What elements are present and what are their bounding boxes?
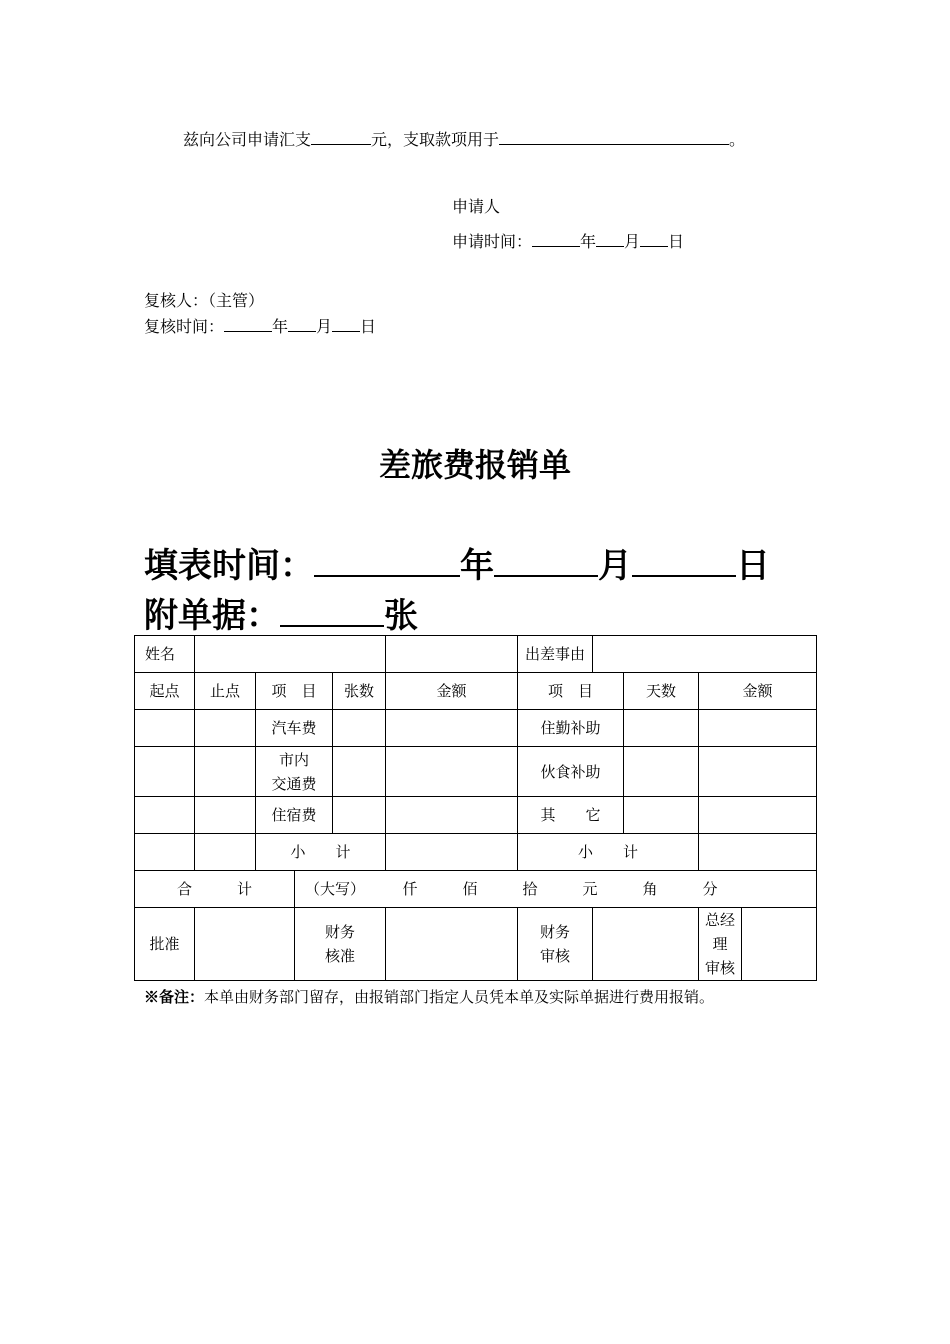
fill-day-label: 日	[736, 546, 770, 586]
start-cell[interactable]	[135, 834, 195, 871]
amount-cell[interactable]	[386, 747, 518, 797]
end-cell[interactable]	[195, 710, 256, 747]
count-cell[interactable]	[333, 797, 386, 834]
header-start: 起点	[135, 673, 195, 710]
review-month-blank[interactable]	[288, 317, 316, 332]
amount-blank[interactable]	[311, 130, 371, 145]
amount-right-cell[interactable]	[699, 747, 817, 797]
header-count: 张数	[333, 673, 386, 710]
statement-prefix: 兹向公司申请汇支	[183, 130, 312, 149]
start-cell[interactable]	[135, 747, 195, 797]
table-row	[135, 747, 817, 797]
table-row	[135, 673, 817, 710]
days-cell[interactable]	[624, 710, 699, 747]
amount-cell[interactable]	[386, 710, 518, 747]
header-amount: 金额	[386, 673, 518, 710]
day-label: 日	[668, 232, 685, 251]
item-accommodation: 住宿费	[256, 797, 333, 834]
header-days: 天数	[624, 673, 699, 710]
finance-check-label: 财务 核准	[295, 908, 386, 981]
fill-time-label: 填表时间：	[144, 546, 314, 586]
total-capital-amount[interactable]: （大写） 仟 佰 拾 元 角 分	[295, 871, 817, 908]
attachments-label: 附单据：	[144, 596, 280, 636]
gm-audit-label: 总经理 审核	[699, 908, 742, 981]
count-cell[interactable]	[333, 710, 386, 747]
attachments-unit: 张	[384, 596, 418, 636]
finance-check-cell[interactable]	[386, 908, 518, 981]
subtotal-left-amount[interactable]	[386, 834, 518, 871]
remark	[144, 986, 714, 1007]
subtotal-right-amount[interactable]	[699, 834, 817, 871]
finance-audit-cell[interactable]	[593, 908, 699, 981]
application-statement	[183, 127, 745, 150]
review-year-blank[interactable]	[224, 317, 272, 332]
item-city-transport: 市内 交通费	[256, 747, 333, 797]
fill-year-blank[interactable]	[314, 545, 460, 577]
subtotal-right-label: 小 计	[518, 834, 699, 871]
day-label: 日	[360, 317, 377, 336]
item-other: 其 它	[518, 797, 624, 834]
apply-day-blank[interactable]	[640, 232, 668, 247]
reason-label: 出差事由	[518, 636, 593, 673]
header-end: 止点	[195, 673, 256, 710]
table-row	[135, 834, 817, 871]
statement-mid: 元，支取款项用于	[371, 130, 500, 149]
total-label: 合 计	[135, 871, 295, 908]
table-row	[135, 636, 817, 673]
table-row	[135, 710, 817, 747]
approve-cell[interactable]	[195, 908, 295, 981]
attachments-row	[144, 588, 418, 637]
table-row	[135, 871, 817, 908]
amount-cell[interactable]	[386, 797, 518, 834]
days-cell[interactable]	[624, 747, 699, 797]
count-cell[interactable]	[333, 747, 386, 797]
reason-label-spacer[interactable]	[386, 636, 518, 673]
days-cell[interactable]	[624, 797, 699, 834]
fill-month-blank[interactable]	[494, 545, 598, 577]
reason-cell[interactable]	[593, 636, 817, 673]
reimbursement-table	[134, 635, 817, 981]
end-cell[interactable]	[195, 747, 256, 797]
review-time-label: 复核时间：	[144, 317, 225, 336]
apply-year-blank[interactable]	[532, 232, 580, 247]
start-cell[interactable]	[135, 710, 195, 747]
fill-time-row	[144, 538, 770, 587]
form-title: 差旅费报销单	[378, 446, 571, 484]
apply-month-blank[interactable]	[596, 232, 624, 247]
review-time-row	[144, 314, 376, 337]
fill-day-blank[interactable]	[632, 545, 736, 577]
statement-end: 。	[729, 130, 746, 149]
gm-audit-cell[interactable]	[742, 908, 817, 981]
month-label: 月	[624, 232, 641, 251]
attachments-count-blank[interactable]	[280, 595, 384, 627]
finance-audit-label: 财务 审核	[518, 908, 593, 981]
approve-label: 批准	[135, 908, 195, 981]
item-bus-fare: 汽车费	[256, 710, 333, 747]
month-label: 月	[316, 317, 333, 336]
start-cell[interactable]	[135, 797, 195, 834]
year-label: 年	[272, 317, 289, 336]
amount-right-cell[interactable]	[699, 797, 817, 834]
end-cell[interactable]	[195, 834, 256, 871]
end-cell[interactable]	[195, 797, 256, 834]
subtotal-left-label: 小 计	[256, 834, 386, 871]
name-cell[interactable]	[195, 636, 386, 673]
name-label: 姓名	[135, 636, 195, 673]
header-amount-right: 金额	[699, 673, 817, 710]
purpose-blank[interactable]	[499, 130, 729, 145]
remark-text: 本单由财务部门留存，由报销部门指定人员凭本单及实际单据进行费用报销。	[204, 988, 715, 1006]
reviewer-label: 复核人：（主管）	[144, 291, 265, 310]
table-row	[135, 908, 817, 981]
table-row	[135, 797, 817, 834]
header-item: 项 目	[256, 673, 333, 710]
item-lodging-allowance: 住勤补助	[518, 710, 624, 747]
amount-right-cell[interactable]	[699, 710, 817, 747]
apply-time-label: 申请时间：	[452, 232, 533, 251]
year-label: 年	[580, 232, 597, 251]
review-day-blank[interactable]	[332, 317, 360, 332]
item-meal-allowance: 伙食补助	[518, 747, 624, 797]
header-item-right: 项 目	[518, 673, 624, 710]
remark-label: ※备注：	[144, 988, 205, 1006]
fill-month-label: 月	[598, 546, 632, 586]
fill-year-label: 年	[460, 546, 494, 586]
apply-time-row	[452, 229, 684, 252]
applicant-label: 申请人	[452, 197, 501, 216]
